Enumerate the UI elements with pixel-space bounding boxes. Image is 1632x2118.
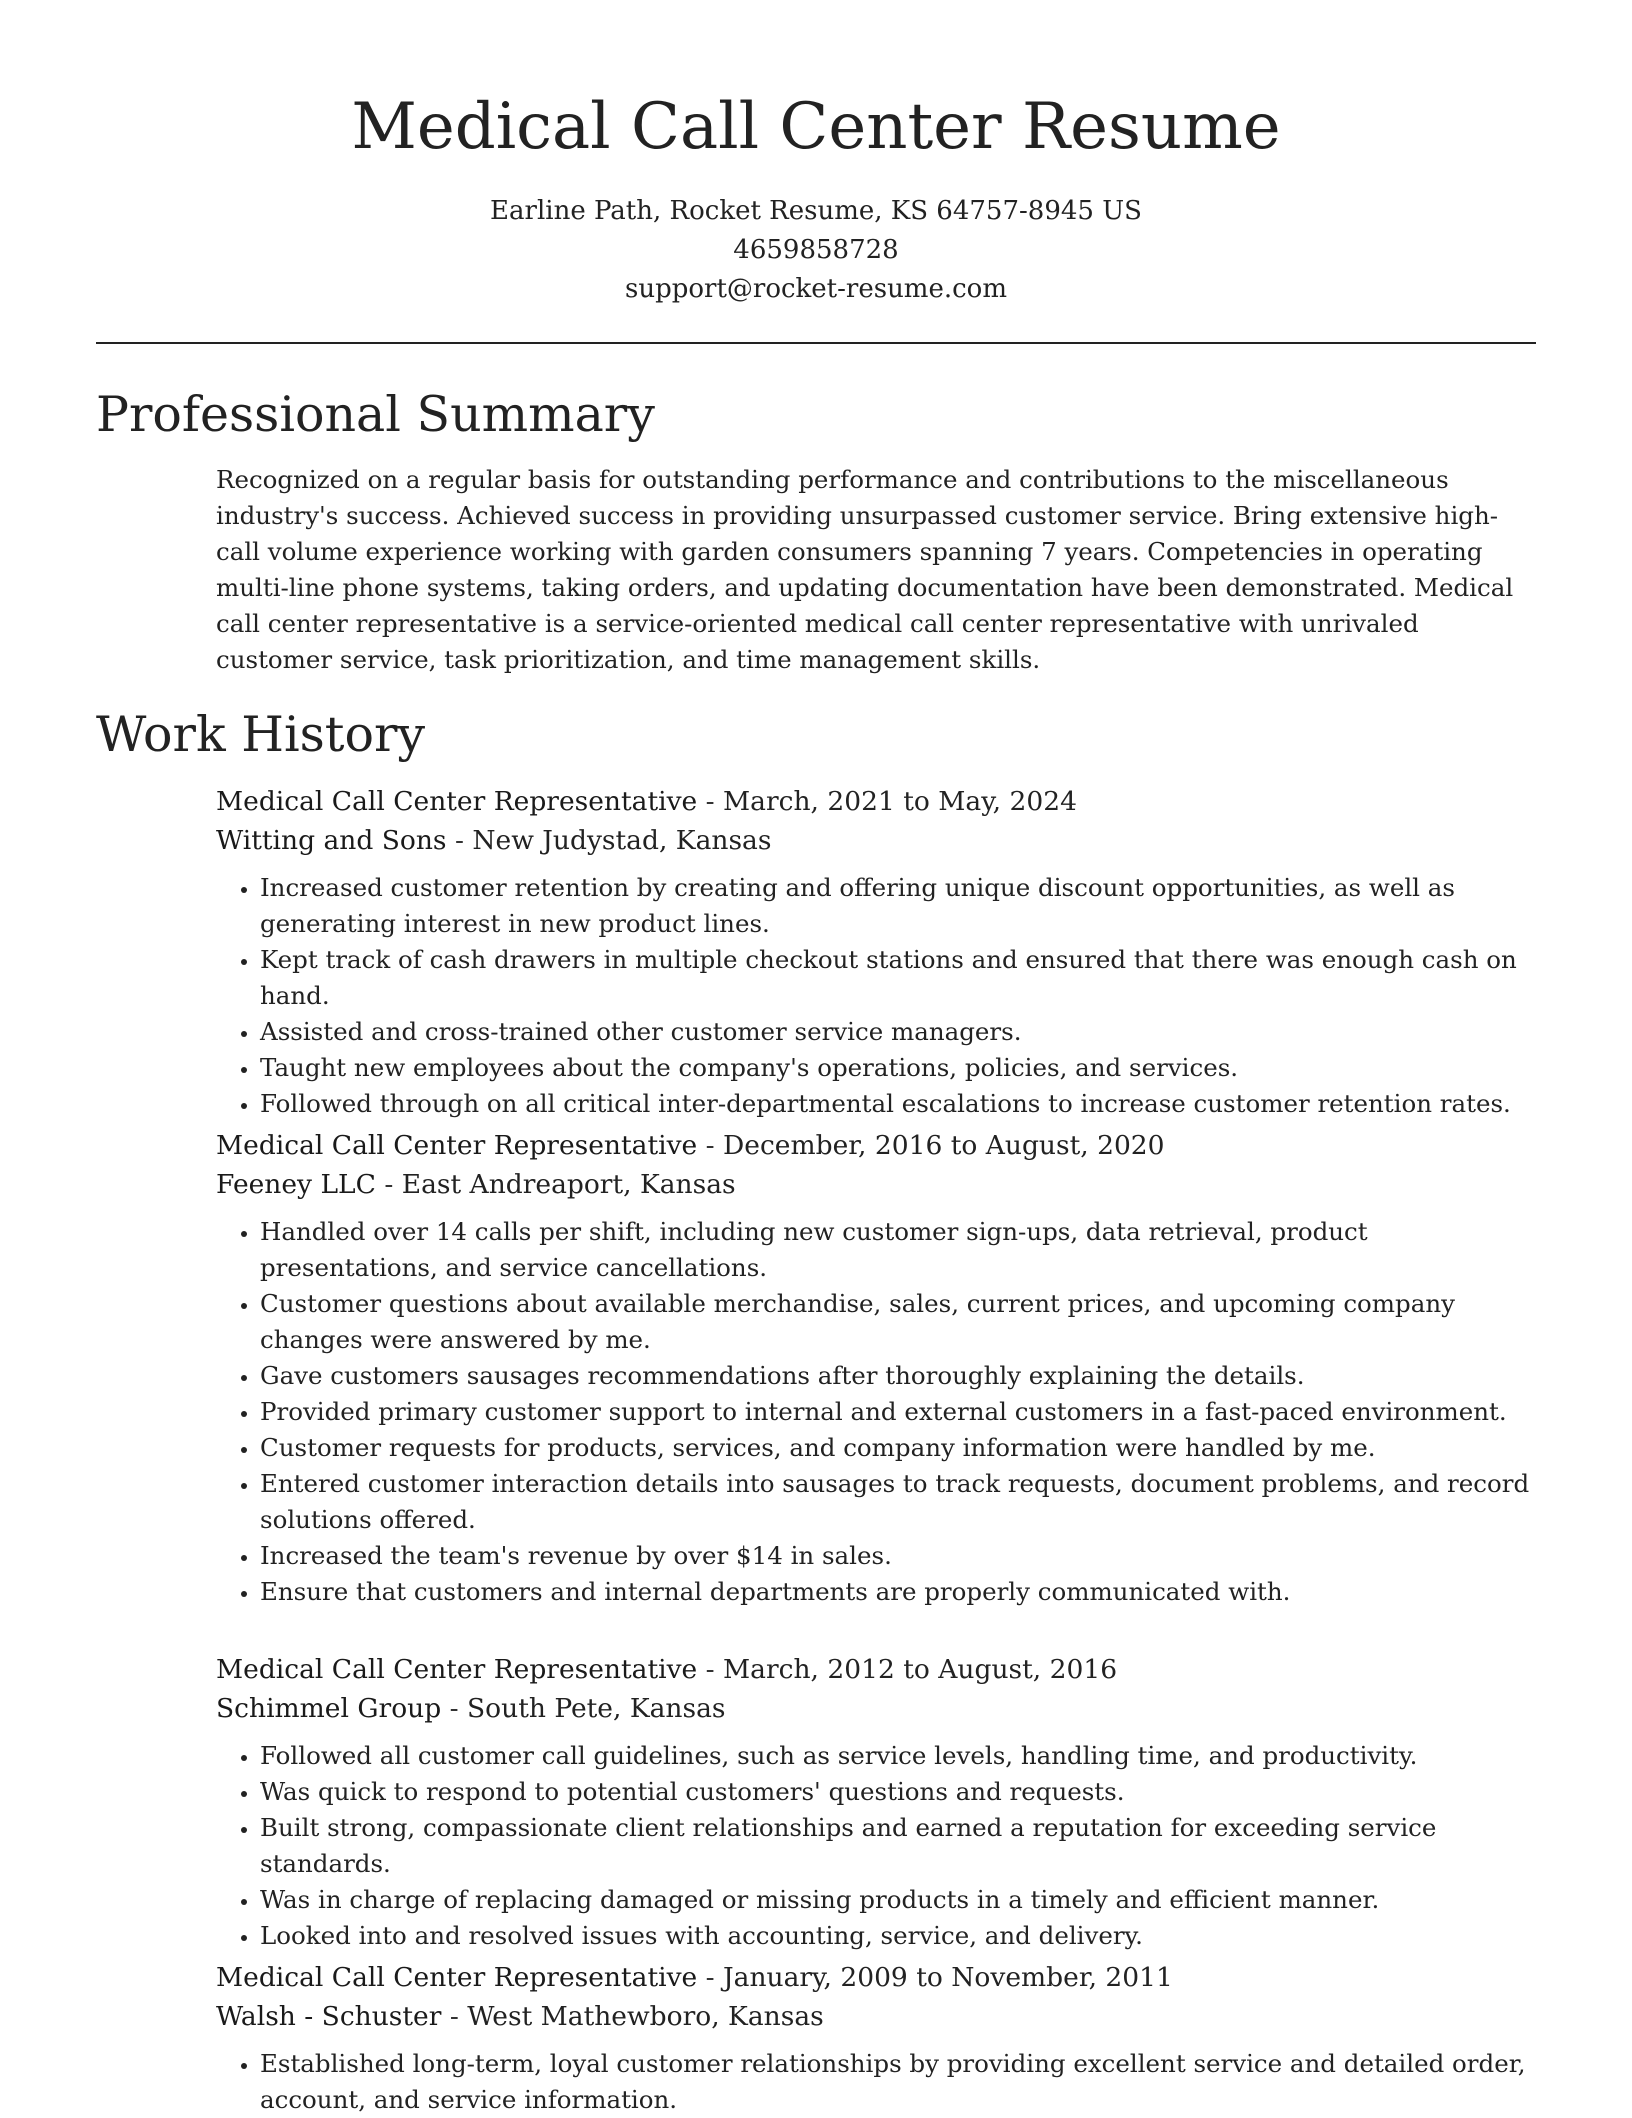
- job-company-line: [216, 1997, 1546, 2036]
- job-dates: March, 2012 to August, 2016: [723, 1654, 1118, 1685]
- job-location: South Pete, Kansas: [467, 1693, 726, 1724]
- job-bullet-list: [216, 870, 1546, 1122]
- job-dates: January, 2009 to November, 2011: [723, 1962, 1173, 1993]
- job-separator: -: [375, 1169, 402, 1200]
- job-bullet: • Entered customer interaction details into sausages to track requests, document problems, and record solutions offered.: [260, 1466, 1546, 1538]
- job-separator: -: [446, 825, 473, 856]
- job-location: East Andreaport, Kansas: [401, 1169, 736, 1200]
- job-company: Walsh - Schuster: [216, 2001, 442, 2032]
- job-dates: March, 2021 to May, 2024: [723, 786, 1077, 817]
- job-title: Medical Call Center Representative: [216, 1654, 698, 1685]
- job-title-line: [216, 1126, 1546, 1165]
- job-bullet: • Gave customers sausages recommendations after thoroughly explaining the details.: [260, 1358, 1546, 1394]
- job-title-line: [216, 1650, 1546, 1689]
- contact-block: [0, 192, 1632, 309]
- job-bullet-list: [216, 1214, 1546, 1610]
- job-title-line: [216, 782, 1546, 821]
- job-bullet: • Increased customer retention by creating and offering unique discount opportunities, as well as generating interest in new product lines.: [260, 870, 1546, 942]
- job-title-line: [216, 1958, 1546, 1997]
- job-bullet: • Was in charge of replacing damaged or missing products in a timely and efficient manner.: [260, 1882, 1546, 1918]
- job-title: Medical Call Center Representative: [216, 1130, 698, 1161]
- work-history-heading: Work History: [96, 706, 426, 763]
- job-bullet: • Handled over 14 calls per shift, including new customer sign-ups, data retrieval, product presentations, and service cancellations.: [260, 1214, 1546, 1286]
- job-company: Feeney LLC: [216, 1169, 376, 1200]
- job-separator: -: [697, 786, 724, 817]
- job-bullet: • Customer questions about available merchandise, sales, current prices, and upcoming company changes were answered by me.: [260, 1286, 1546, 1358]
- summary-text: Recognized on a regular basis for outstanding performance and contributions to the miscellaneous industry's success. Achieved success in providing unsurpassed customer service. Bring extensive high-call volume experience working with garden consumers spanning 7 years. Competencies in operating multi-line phone systems, taking orders, and updating documentation have been demonstrated. Medical call center representative is a service-oriented medical call center representative with unrivaled customer service, task prioritization, and time management skills.: [216, 465, 1514, 674]
- job-bullet: • Increased the team's revenue by over $14 in sales.: [260, 1538, 1546, 1574]
- job-company-line: [216, 1165, 1546, 1204]
- job-separator: -: [697, 1962, 724, 1993]
- job-bullet: • Customer requests for products, services, and company information were handled by me.: [260, 1430, 1546, 1466]
- header-divider: [96, 342, 1536, 344]
- job-company: Witting and Sons: [216, 825, 447, 856]
- job-bullet: • Ensure that customers and internal departments are properly communicated with.: [260, 1574, 1546, 1610]
- job-bullet: • Followed all customer call guidelines, such as service levels, handling time, and productivity.: [260, 1738, 1546, 1774]
- job-entry: [216, 1126, 1546, 1610]
- summary-heading: Professional Summary: [96, 386, 655, 443]
- job-title: Medical Call Center Representative: [216, 1962, 698, 1993]
- contact-email: support@rocket-resume.com: [624, 274, 1007, 304]
- job-entry: [216, 1650, 1546, 1954]
- job-company: Schimmel Group: [216, 1693, 442, 1724]
- job-location: West Mathewboro, Kansas: [467, 2001, 824, 2032]
- job-bullet: • Was quick to respond to potential customers' questions and requests.: [260, 1774, 1546, 1810]
- job-company-line: [216, 1689, 1546, 1728]
- job-company-line: [216, 821, 1546, 860]
- job-bullet: • Taught new employees about the company's operations, policies, and services.: [260, 1050, 1546, 1086]
- job-separator: -: [441, 2001, 468, 2032]
- job-separator: -: [697, 1654, 724, 1685]
- job-separator: -: [697, 1130, 724, 1161]
- job-entry: [216, 1958, 1546, 2118]
- job-bullet: • Kept track of cash drawers in multiple checkout stations and ensured that there was enough cash on hand.: [260, 942, 1546, 1014]
- contact-address: Earline Path, Rocket Resume, KS 64757-8945 US: [490, 196, 1142, 226]
- job-bullet: • Built strong, compassionate client relationships and earned a reputation for exceeding service standards.: [260, 1810, 1546, 1882]
- job-bullet: • Provided primary customer support to internal and external customers in a fast-paced environment.: [260, 1394, 1546, 1430]
- job-bullet-list: [216, 1738, 1546, 1954]
- job-bullet-list: [216, 2046, 1546, 2118]
- job-bullet: • Looked into and resolved issues with accounting, service, and delivery.: [260, 1918, 1546, 1954]
- job-bullet: • Assisted and cross-trained other customer service managers.: [260, 1014, 1546, 1050]
- resume-title: Medical Call Center Resume: [351, 90, 1281, 164]
- job-entry: [216, 782, 1546, 1122]
- job-bullet: • Followed through on all critical inter-departmental escalations to increase customer retention rates.: [260, 1086, 1546, 1122]
- job-separator: -: [441, 1693, 468, 1724]
- contact-phone: 4659858728: [733, 235, 899, 265]
- job-bullet: • Established long-term, loyal customer relationships by providing excellent service and detailed order, account, and service information.: [260, 2046, 1546, 2118]
- job-dates: December, 2016 to August, 2020: [723, 1130, 1165, 1161]
- job-location: New Judystad, Kansas: [472, 825, 772, 856]
- job-title: Medical Call Center Representative: [216, 786, 698, 817]
